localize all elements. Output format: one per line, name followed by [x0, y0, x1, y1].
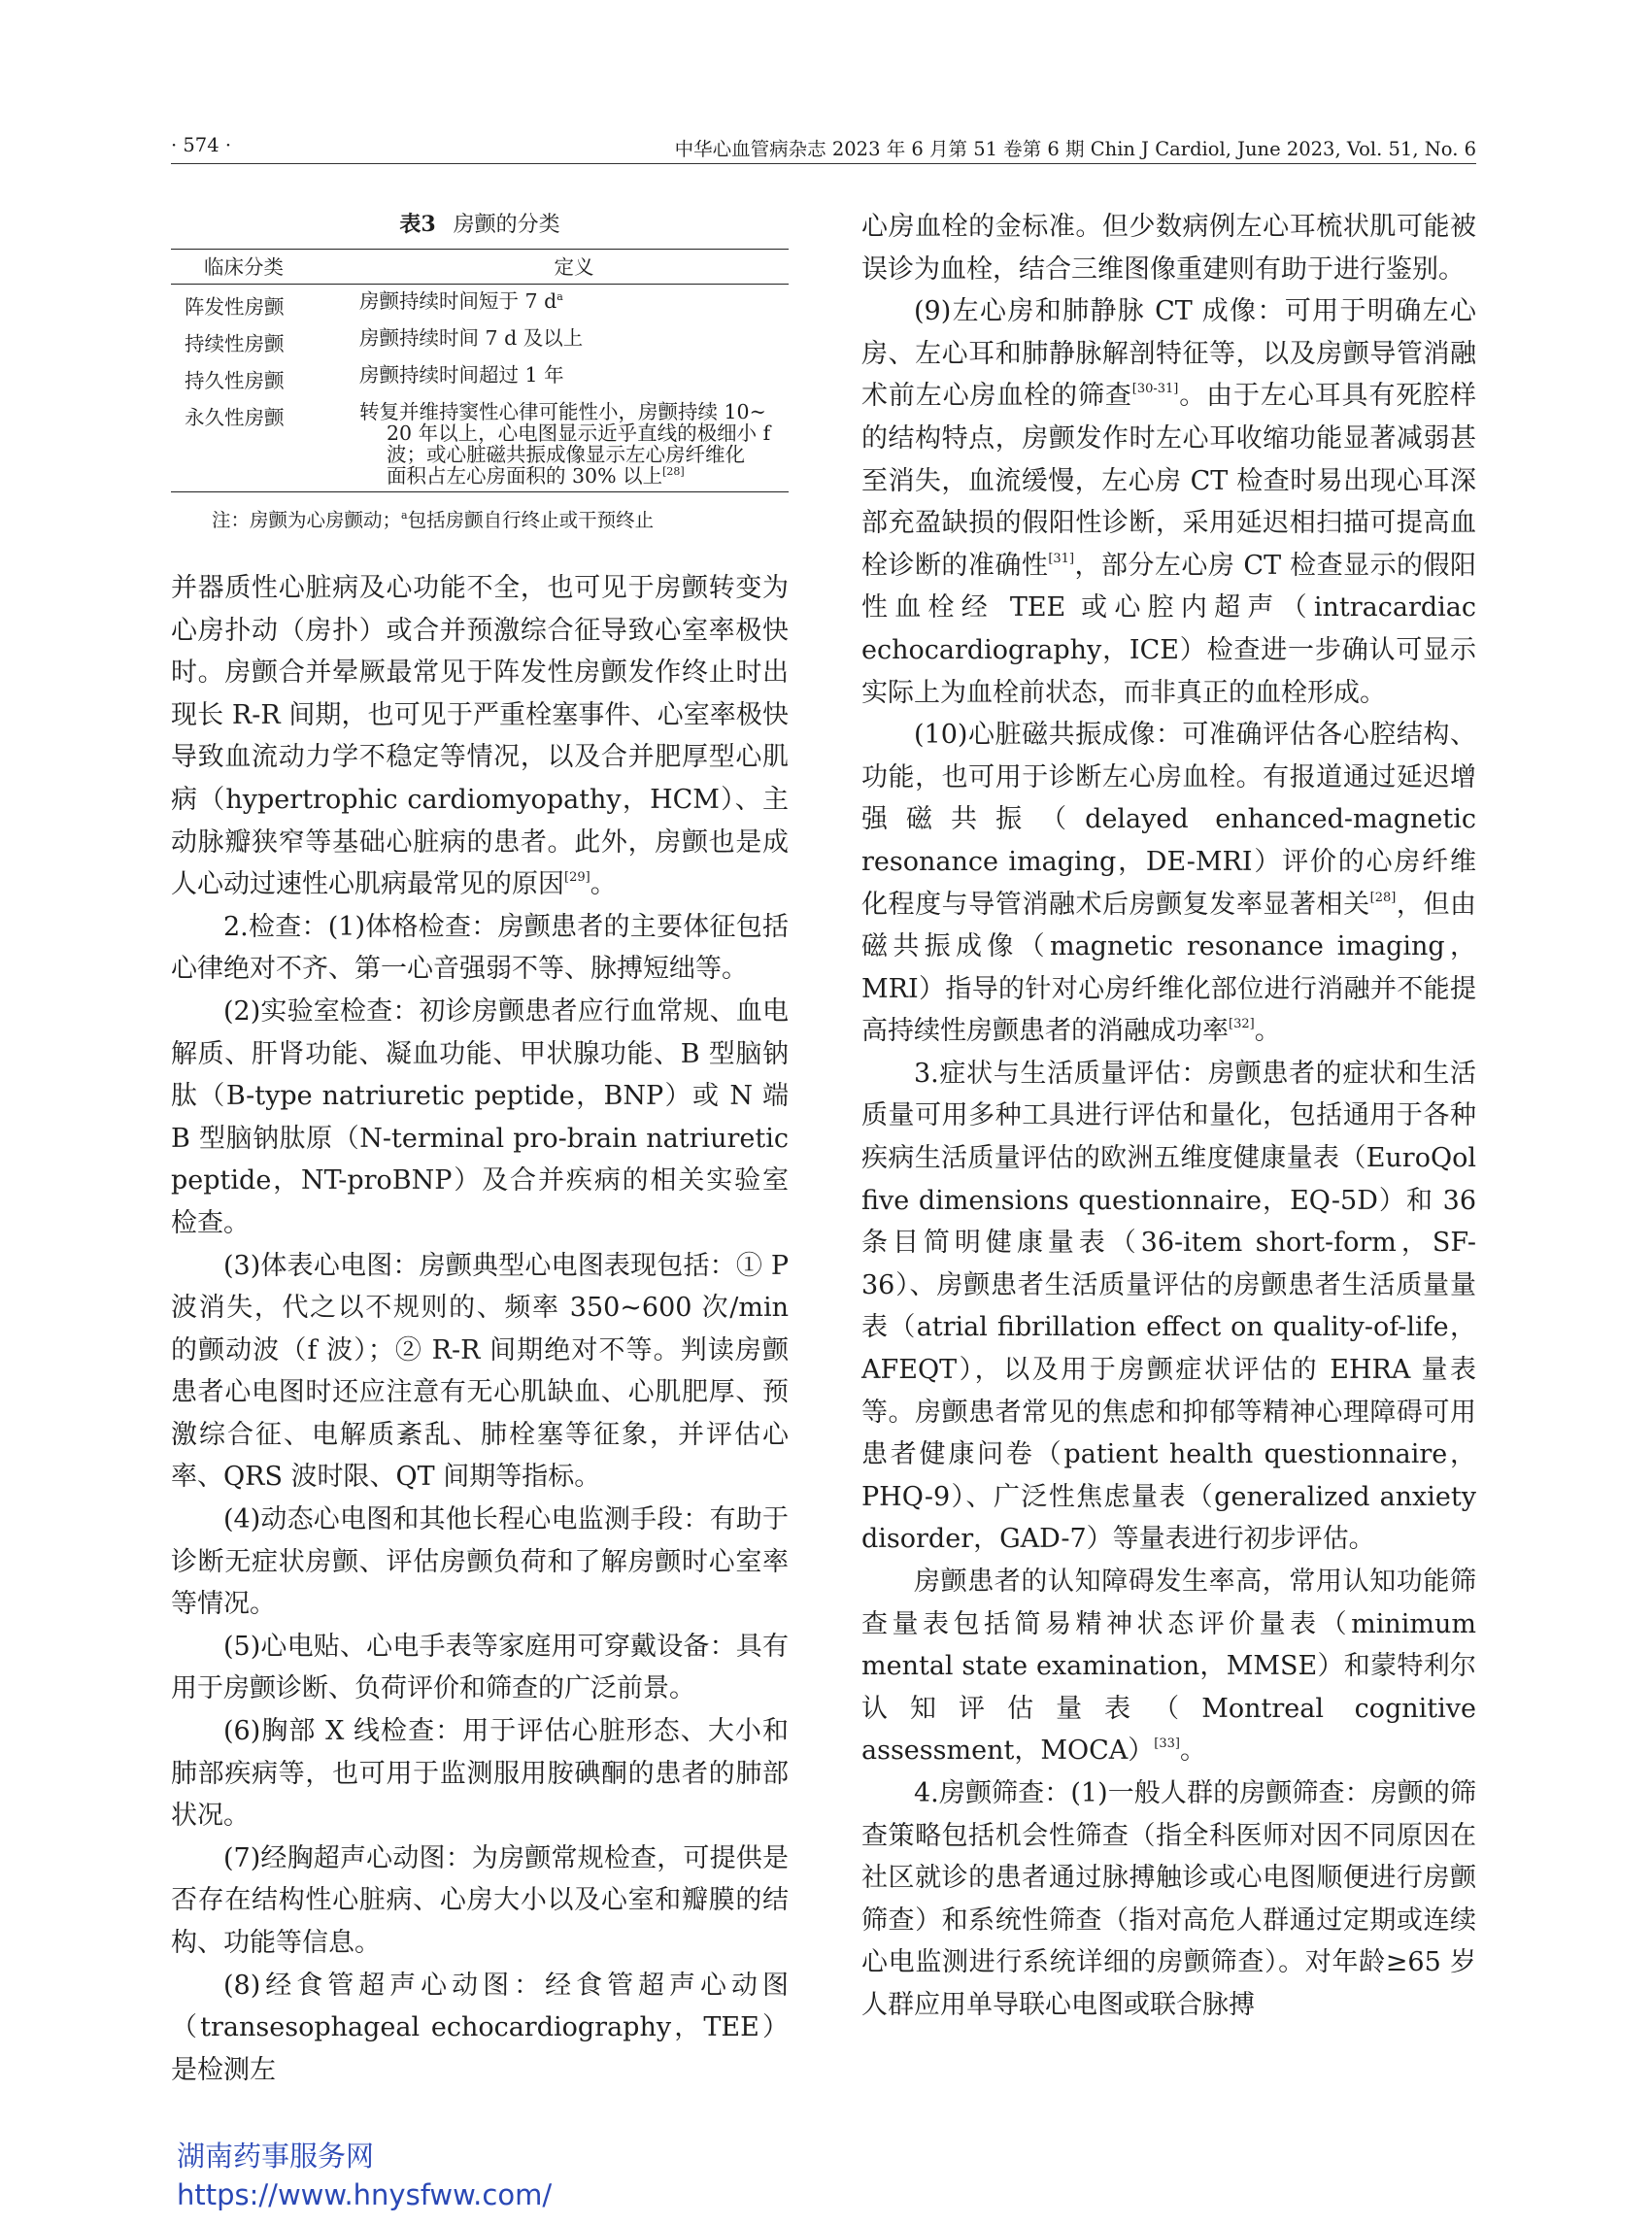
table-cell-category: 永久性房颤 — [185, 406, 285, 429]
table-cell-definition: 房颤持续时间 7 d 及以上 — [359, 326, 584, 350]
watermark — [177, 2137, 552, 2214]
paragraph: 房颤患者的认知障碍发生率高，常用认知功能筛查量表包括简易精神状态评价量表（minimum mental state examination，MMSE）和蒙特利尔认知评估量表（Montreal cognitive assessment，MOCA）[33]。 — [861, 1567, 1476, 1767]
table-cell-definition: 房颤持续时间短于 7 $d^a$ — [359, 289, 563, 313]
paragraph: 2.检查：(1)体格检查：房颤患者的主要体征包括心律绝对不齐、第一心音强弱不等、脉搏短绌等。 — [171, 911, 789, 985]
paragraph: 心房血栓的金标准。但少数病例左心耳梳状肌可能被误诊为血栓，结合三维图像重建则有助于进行鉴别。 — [861, 212, 1476, 285]
paragraph: (8)经食管超声心动图：经食管超声心动图（transesophageal echocardiography，TEE）是检测左 — [171, 1970, 789, 2085]
paragraph: (9)左心房和肺静脉 CT 成像：可用于明确左心房、左心耳和肺静脉解剖特征等，以及房颤导管消融术前左心房血栓的筛查[30-31]。由于左心耳具有死腔样的结构特点，房颤发作时左心耳收缩功能显著减弱甚至消失，血流缓慢，左心房 CT 检查时易出现心耳深部充盈缺损的假阳性诊断，采用延迟相扫描可提高血栓诊断的准确性[31]，部分左心房 CT 检查显示的假阳性血栓经 TEE 或心腔内超声（intracardiac echocardiography，ICE）检查进一步确认可显示实际上为血栓前状态，而非真正的血栓形成。 — [861, 296, 1477, 708]
paragraph: 4.房颤筛查：(1)一般人群的房颤筛查：房颤的筛查策略包括机会性筛查（指全科医师对因不同原因在社区就诊的患者通过脉搏触诊或心电图顺便进行房颤筛查）和系统性筛查（指对高危人群通过定期或连续心电监测进行系统详细的房颤筛查）。对年龄≥65 岁人群应用单导联心电图或联合脉搏 — [861, 1777, 1476, 2020]
header-rule — [171, 163, 1476, 164]
left-column — [171, 567, 789, 2091]
table-caption — [171, 208, 789, 238]
right-column — [861, 206, 1476, 2027]
paragraph: 3.症状与生活质量评估：房颤患者的症状和生活质量可用多种工具进行评估和量化，包括通用于各种疾病生活质量评估的欧洲五维度健康量表（EuroQol five dimensions questionnaire，EQ-5D）和 36 条目简明健康量表（36-item short-form，SF-36）、房颤患者生活质量评估的房颤患者生活质量量表（atrial fibrillation effect on quality-of-life，AFEQT），以及用于房颤症状评估的 EHRA 量表等。房颤患者常见的焦虑和抑郁等精神心理障碍可用患者健康问卷（patient health questionnaire，PHQ-9）、广泛性焦虑量表（generalized anxiety disorder，GAD-7）等量表进行初步评估。 — [861, 1058, 1476, 1555]
table-header-definition: 定义 — [554, 255, 594, 279]
table-cell-definition: 转复并维持窦性心律可能性小，房颤持续 10~ 20 年以上，心电图显示近乎直线的极细小 f 波；或心脏磁共振成像显示左心房纤维化 面积占左心房面积的 30% 以上[28] — [359, 400, 771, 488]
table-bottom-rule — [171, 491, 789, 492]
watermark-url[interactable]: https://www.hnysfww.com/ — [177, 2178, 553, 2211]
paragraph: (2)实验室检查：初诊房颤患者应行血常规、血电解质、肝肾功能、凝血功能、甲状腺功能、B 型脑钠肽（B-type natriuretic peptide，BNP）或 N 端 B 型脑钠肽原（N-terminal pro-brain natriuretic peptide，NT-proBNP）及合并疾病的相关实验室检查。 — [171, 995, 789, 1238]
paragraph: (3)体表心电图：房颤典型心电图表现包括：① P 波消失，代之以不规则的、频率 350~600 次/min 的颤动波（f 波）；② R-R 间期绝对不等。判读房颤患者心电图时还应注意有无心肌缺血、心肌肥厚、预激综合征、电解质紊乱、肺栓塞等征象，并评估心率、QRS 波时限、QT 间期等指标。 — [171, 1250, 789, 1493]
paragraph: (7)经胸超声心动图：为房颤常规检查，可提供是否存在结构性心脏病、心房大小以及心室和瓣膜的结构、功能等信息。 — [171, 1842, 789, 1958]
table-cell-definition: 房颤持续时间超过 1 年 — [359, 363, 564, 387]
table-cell-category: 持续性房颤 — [185, 332, 285, 355]
table-header-rule — [171, 284, 789, 285]
table-header-category: 临床分类 — [204, 255, 284, 279]
table-cell-category: 持久性房颤 — [185, 369, 285, 392]
paragraph: (4)动态心电图和其他长程心电监测手段：有助于诊断无症状房颤、评估房颤负荷和了解房颤时心室率等情况。 — [171, 1504, 789, 1620]
watermark-site-name: 湖南药事服务网 — [177, 2140, 375, 2173]
page-number: · 574 · — [171, 134, 232, 156]
paragraph: (10)心脏磁共振成像：可准确评估各心腔结构、功能，也可用于诊断左心房血栓。有报道通过延迟增强磁共振（delayed enhanced-magnetic resonance imaging，DE-MRI）评价的心房纤维化程度与导管消融术后房颤复发率显著相关[28]，但由磁共振成像（magnetic resonance imaging，MRI）指导的针对心房纤维化部位进行消融并不能提高持续性房颤患者的消融成功率[32]。 — [861, 720, 1477, 1047]
table-title: 房颤的分类 — [453, 213, 560, 237]
paragraph: (6)胸部 X 线检查：用于评估心脏形态、大小和肺部疾病等，也可用于监测服用胺碘酮的患者的肺部状况。 — [171, 1716, 789, 1832]
paragraph: 并器质性心脏病及心功能不全，也可见于房颤转变为心房扑动（房扑）或合并预激综合征导致心室率极快时。房颤合并晕厥最常见于阵发性房颤发作终止时出现长 R-R 间期，也可见于严重栓塞事件、心室率极快导致血流动力学不稳定等情况，以及合并肥厚型心肌病（hypertrophic cardiomyopathy，HCM）、主动脉瓣狭窄等基础心脏病的患者。此外，房颤也是成人心动过速性心肌病最常见的原因[29]。 — [171, 573, 789, 900]
running-header — [171, 134, 1476, 163]
table-number: 表3 — [399, 212, 436, 237]
table-note: 注：房颤为心房颤动；$^a$包括房颤自行终止或干预终止 — [212, 509, 655, 531]
paragraph: (5)心电贴、心电手表等家庭用可穿戴设备：具有用于房颤诊断、负荷评价和筛查的广泛前景。 — [171, 1631, 789, 1704]
journal-citation: 中华心血管病杂志 2023 年 6 月第 51 卷第 6 期 Chin J Cardiol, June 2023, Vol. 51, No. 6 — [674, 138, 1476, 160]
table-top-rule — [171, 249, 789, 250]
table-cell-category: 阵发性房颤 — [185, 295, 285, 319]
